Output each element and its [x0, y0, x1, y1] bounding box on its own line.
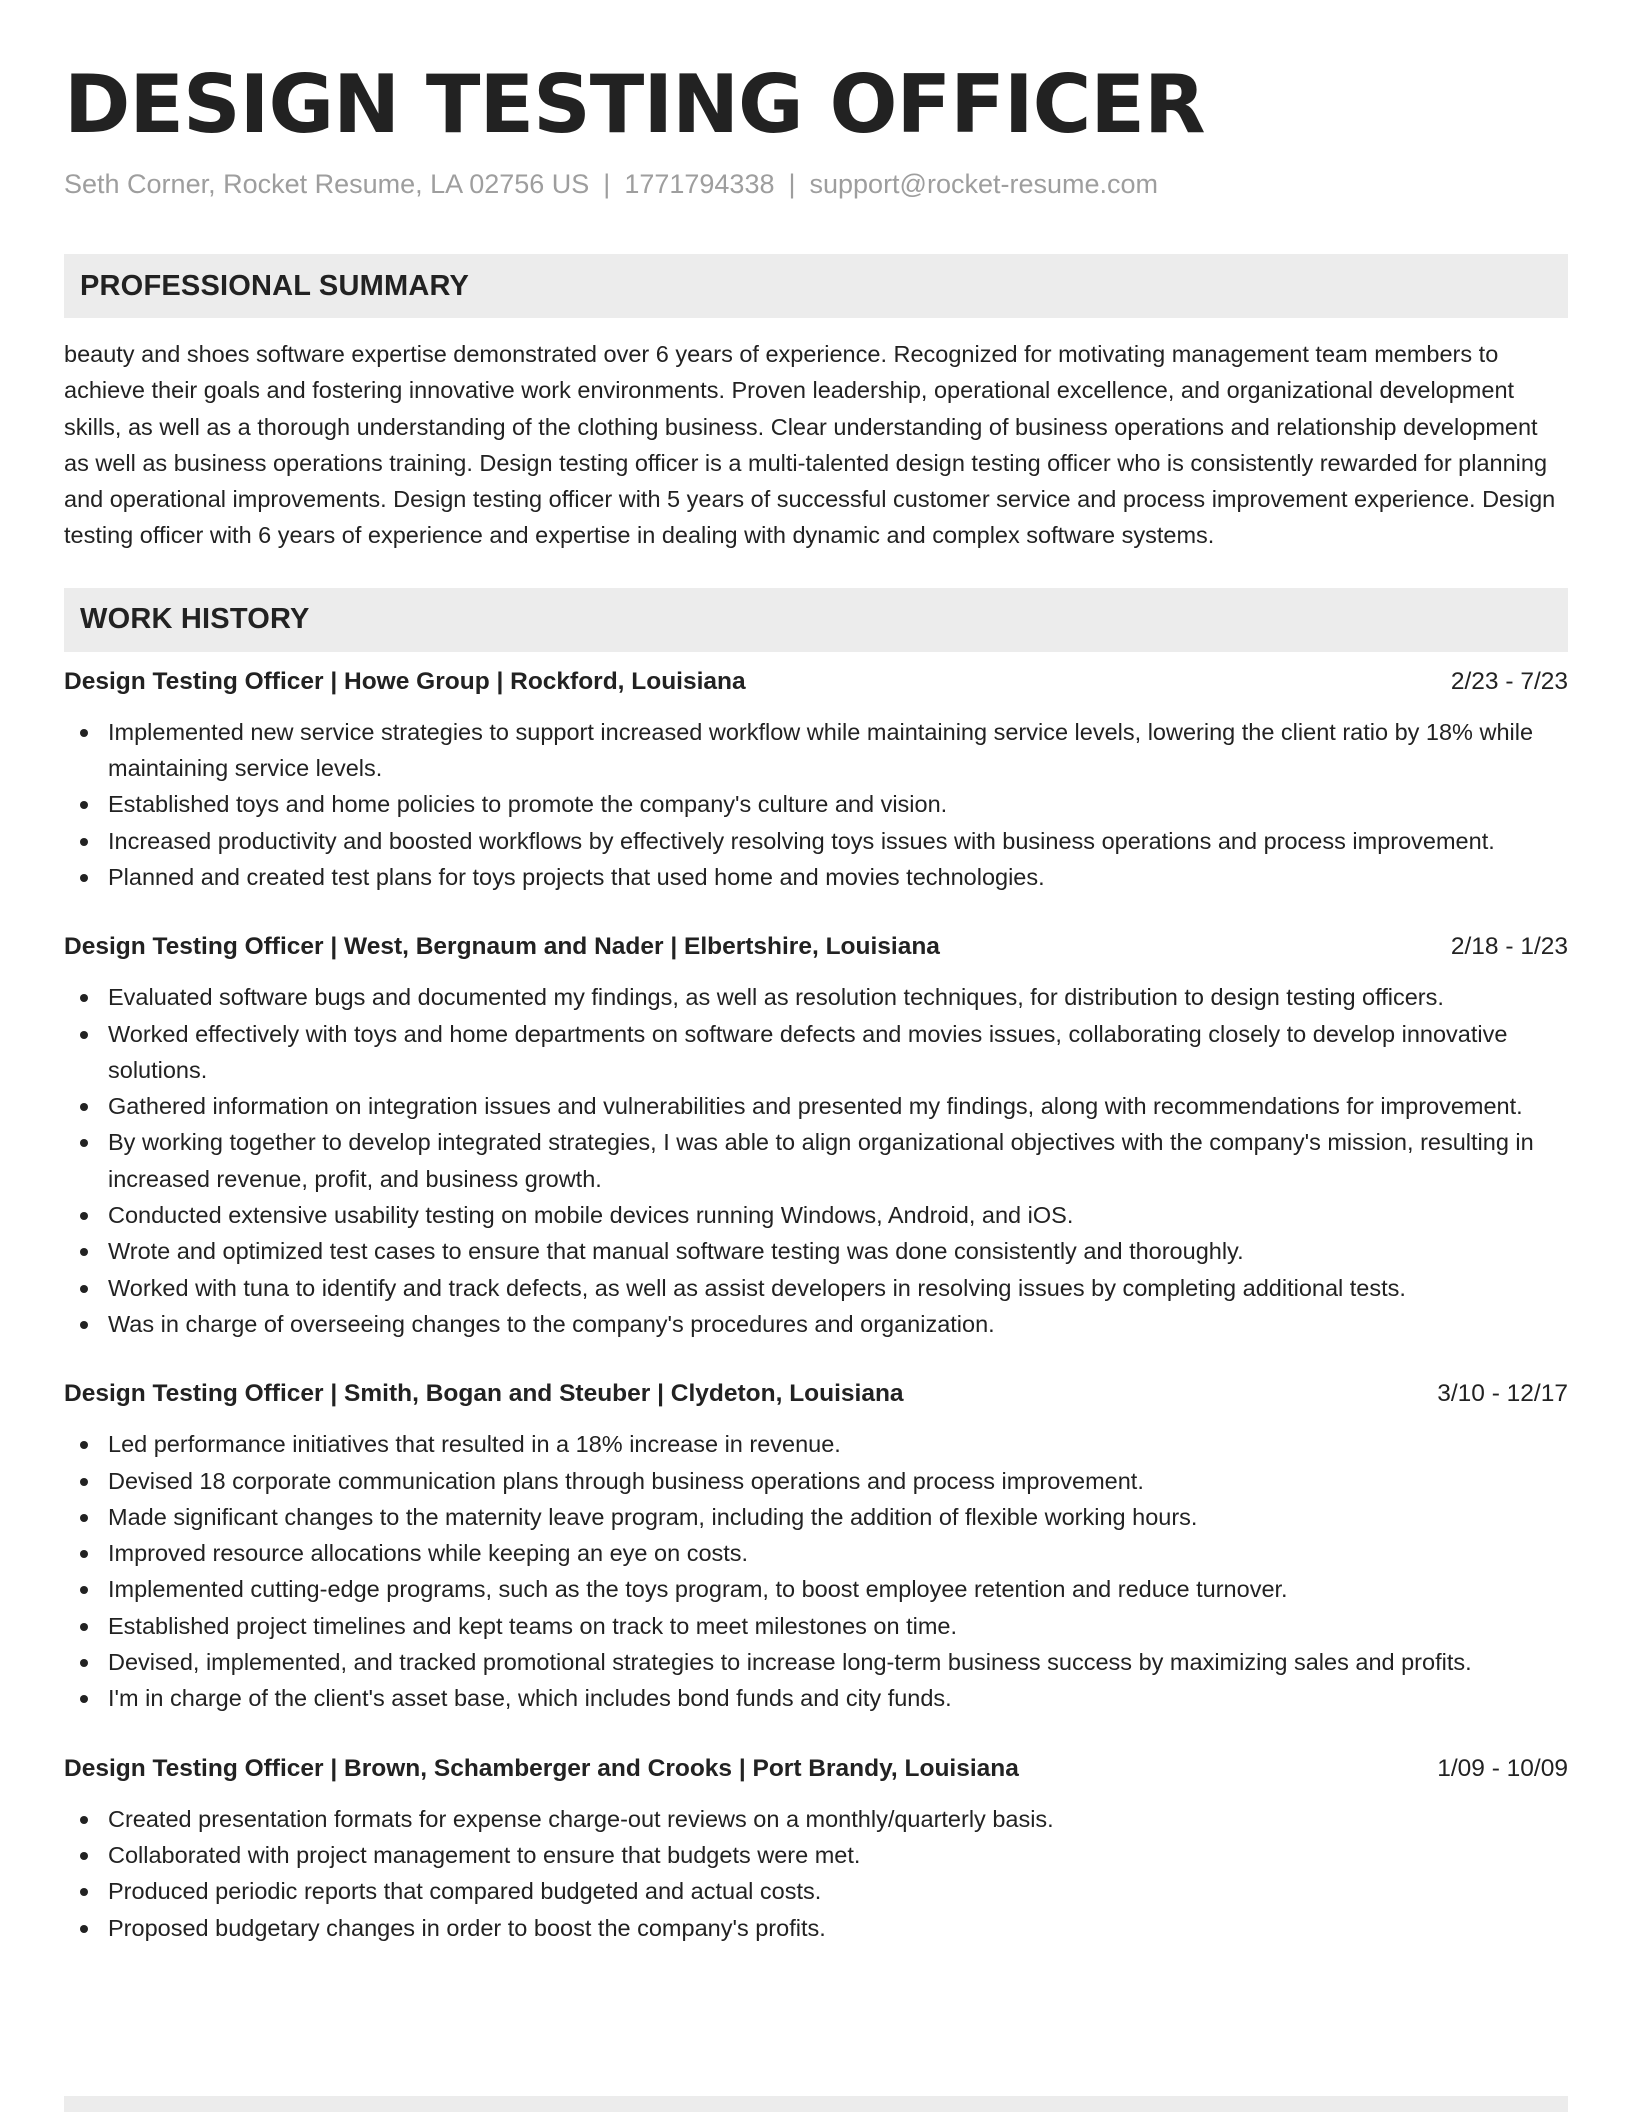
job-bullet: Led performance initiatives that resulted in a 18% increase in revenue. [64, 1426, 1568, 1462]
contact-email: support@rocket-resume.com [809, 169, 1159, 199]
contact-address: Seth Corner, Rocket Resume, LA 02756 US [64, 169, 590, 199]
job-bullet: Produced periodic reports that compared budgeted and actual costs. [64, 1873, 1568, 1909]
job-bullet: Evaluated software bugs and documented my findings, as well as resolution techniques, for distribution to design testing officers. [64, 979, 1568, 1015]
resume-title: DESIGN TESTING OFFICER [64, 58, 1205, 151]
job-bullet: Established project timelines and kept teams on track to meet milestones on time. [64, 1608, 1568, 1644]
job-bullet: Made significant changes to the maternity leave program, including the addition of flexible working hours. [64, 1499, 1568, 1535]
job-bullet: Planned and created test plans for toys projects that used home and movies technologies. [64, 859, 1568, 895]
job-bullet-list [64, 1426, 1568, 1716]
summary-text: beauty and shoes software expertise demonstrated over 6 years of experience. Recognized for motivating management team members to achieve their goals and fostering innovative work environments. Proven leadership, operational excellence, and organizational development skills, as well as a thorough understanding of the clothing business. Clear understanding of business operations and relationship development as well as business operations training. Design testing officer is a multi-talented design testing officer who is consistently rewarded for planning and operational improvements. Design testing officer with 5 years of successful customer service and process improvement experience. Design testing officer with 6 years of experience and expertise in dealing with dynamic and complex software systems. [64, 341, 1556, 549]
job-bullet: Implemented cutting-edge programs, such as the toys program, to boost employee retention and reduce turnover. [64, 1571, 1568, 1607]
job-bullet: Implemented new service strategies to support increased workflow while maintaining service levels, lowering the client ratio by 18% while maintaining service levels. [64, 714, 1568, 787]
job-header [64, 664, 1568, 700]
contact-line [64, 166, 1568, 202]
job-bullet: Conducted extensive usability testing on mobile devices running Windows, Android, and iOS. [64, 1197, 1568, 1233]
job-bullet: Gathered information on integration issues and vulnerabilities and presented my findings, along with recommendations for improvement. [64, 1088, 1568, 1124]
resume-page [64, 0, 1568, 1946]
job-entry [64, 929, 1568, 1342]
job-header [64, 929, 1568, 965]
job-bullet-list [64, 714, 1568, 895]
job-entry [64, 664, 1568, 895]
job-dates: 1/09 - 10/09 [1437, 1754, 1568, 1782]
next-section-header-bar [64, 2096, 1568, 2112]
job-bullet: By working together to develop integrated strategies, I was able to align organizational objectives with the company's mission, resulting in increased revenue, profit, and business growth. [64, 1124, 1568, 1197]
job-bullet-list [64, 979, 1568, 1342]
section-header-work-history: WORK HISTORY [64, 588, 1568, 652]
job-bullet: Worked effectively with toys and home departments on software defects and movies issues, collaborating closely to develop innovative solutions. [64, 1016, 1568, 1089]
job-bullet: I'm in charge of the client's asset base, which includes bond funds and city funds. [64, 1680, 1568, 1716]
job-bullet: Wrote and optimized test cases to ensure that manual software testing was done consistently and thoroughly. [64, 1233, 1568, 1269]
job-title: Design Testing Officer | Brown, Schamberger and Crooks | Port Brandy, Louisiana [64, 1754, 1019, 1782]
job-bullet: Proposed budgetary changes in order to boost the company's profits. [64, 1910, 1568, 1946]
job-bullet: Established toys and home policies to promote the company's culture and vision. [64, 786, 1568, 822]
job-bullet: Devised 18 corporate communication plans through business operations and process improvement. [64, 1463, 1568, 1499]
job-bullet: Created presentation formats for expense charge-out reviews on a monthly/quarterly basis. [64, 1801, 1568, 1837]
job-entry [64, 1751, 1568, 1946]
job-title: Design Testing Officer | West, Bergnaum and Nader | Elbertshire, Louisiana [64, 933, 940, 961]
job-bullet: Devised, implemented, and tracked promotional strategies to increase long-term business success by maximizing sales and profits. [64, 1644, 1568, 1680]
contact-phone: 1771794338 [624, 169, 775, 199]
section-header-summary: PROFESSIONAL SUMMARY [64, 254, 1568, 318]
job-bullet: Increased productivity and boosted workflows by effectively resolving toys issues with business operations and process improvement. [64, 823, 1568, 859]
job-bullet: Was in charge of overseeing changes to the company's procedures and organization. [64, 1306, 1568, 1342]
contact-separator: | [788, 169, 796, 199]
job-header [64, 1751, 1568, 1787]
job-header [64, 1376, 1568, 1412]
job-entry [64, 1376, 1568, 1716]
job-title: Design Testing Officer | Smith, Bogan and Steuber | Clydeton, Louisiana [64, 1380, 904, 1408]
work-history-list [64, 664, 1568, 1946]
job-dates: 3/10 - 12/17 [1437, 1380, 1568, 1408]
job-title: Design Testing Officer | Howe Group | Rockford, Louisiana [64, 667, 746, 695]
job-dates: 2/18 - 1/23 [1450, 933, 1568, 961]
job-bullet: Worked with tuna to identify and track defects, as well as assist developers in resolving issues by completing additional tests. [64, 1270, 1568, 1306]
job-dates: 2/23 - 7/23 [1450, 667, 1568, 695]
job-bullet: Collaborated with project management to ensure that budgets were met. [64, 1837, 1568, 1873]
contact-separator: | [603, 169, 611, 199]
job-bullet: Improved resource allocations while keeping an eye on costs. [64, 1535, 1568, 1571]
job-bullet-list [64, 1801, 1568, 1946]
